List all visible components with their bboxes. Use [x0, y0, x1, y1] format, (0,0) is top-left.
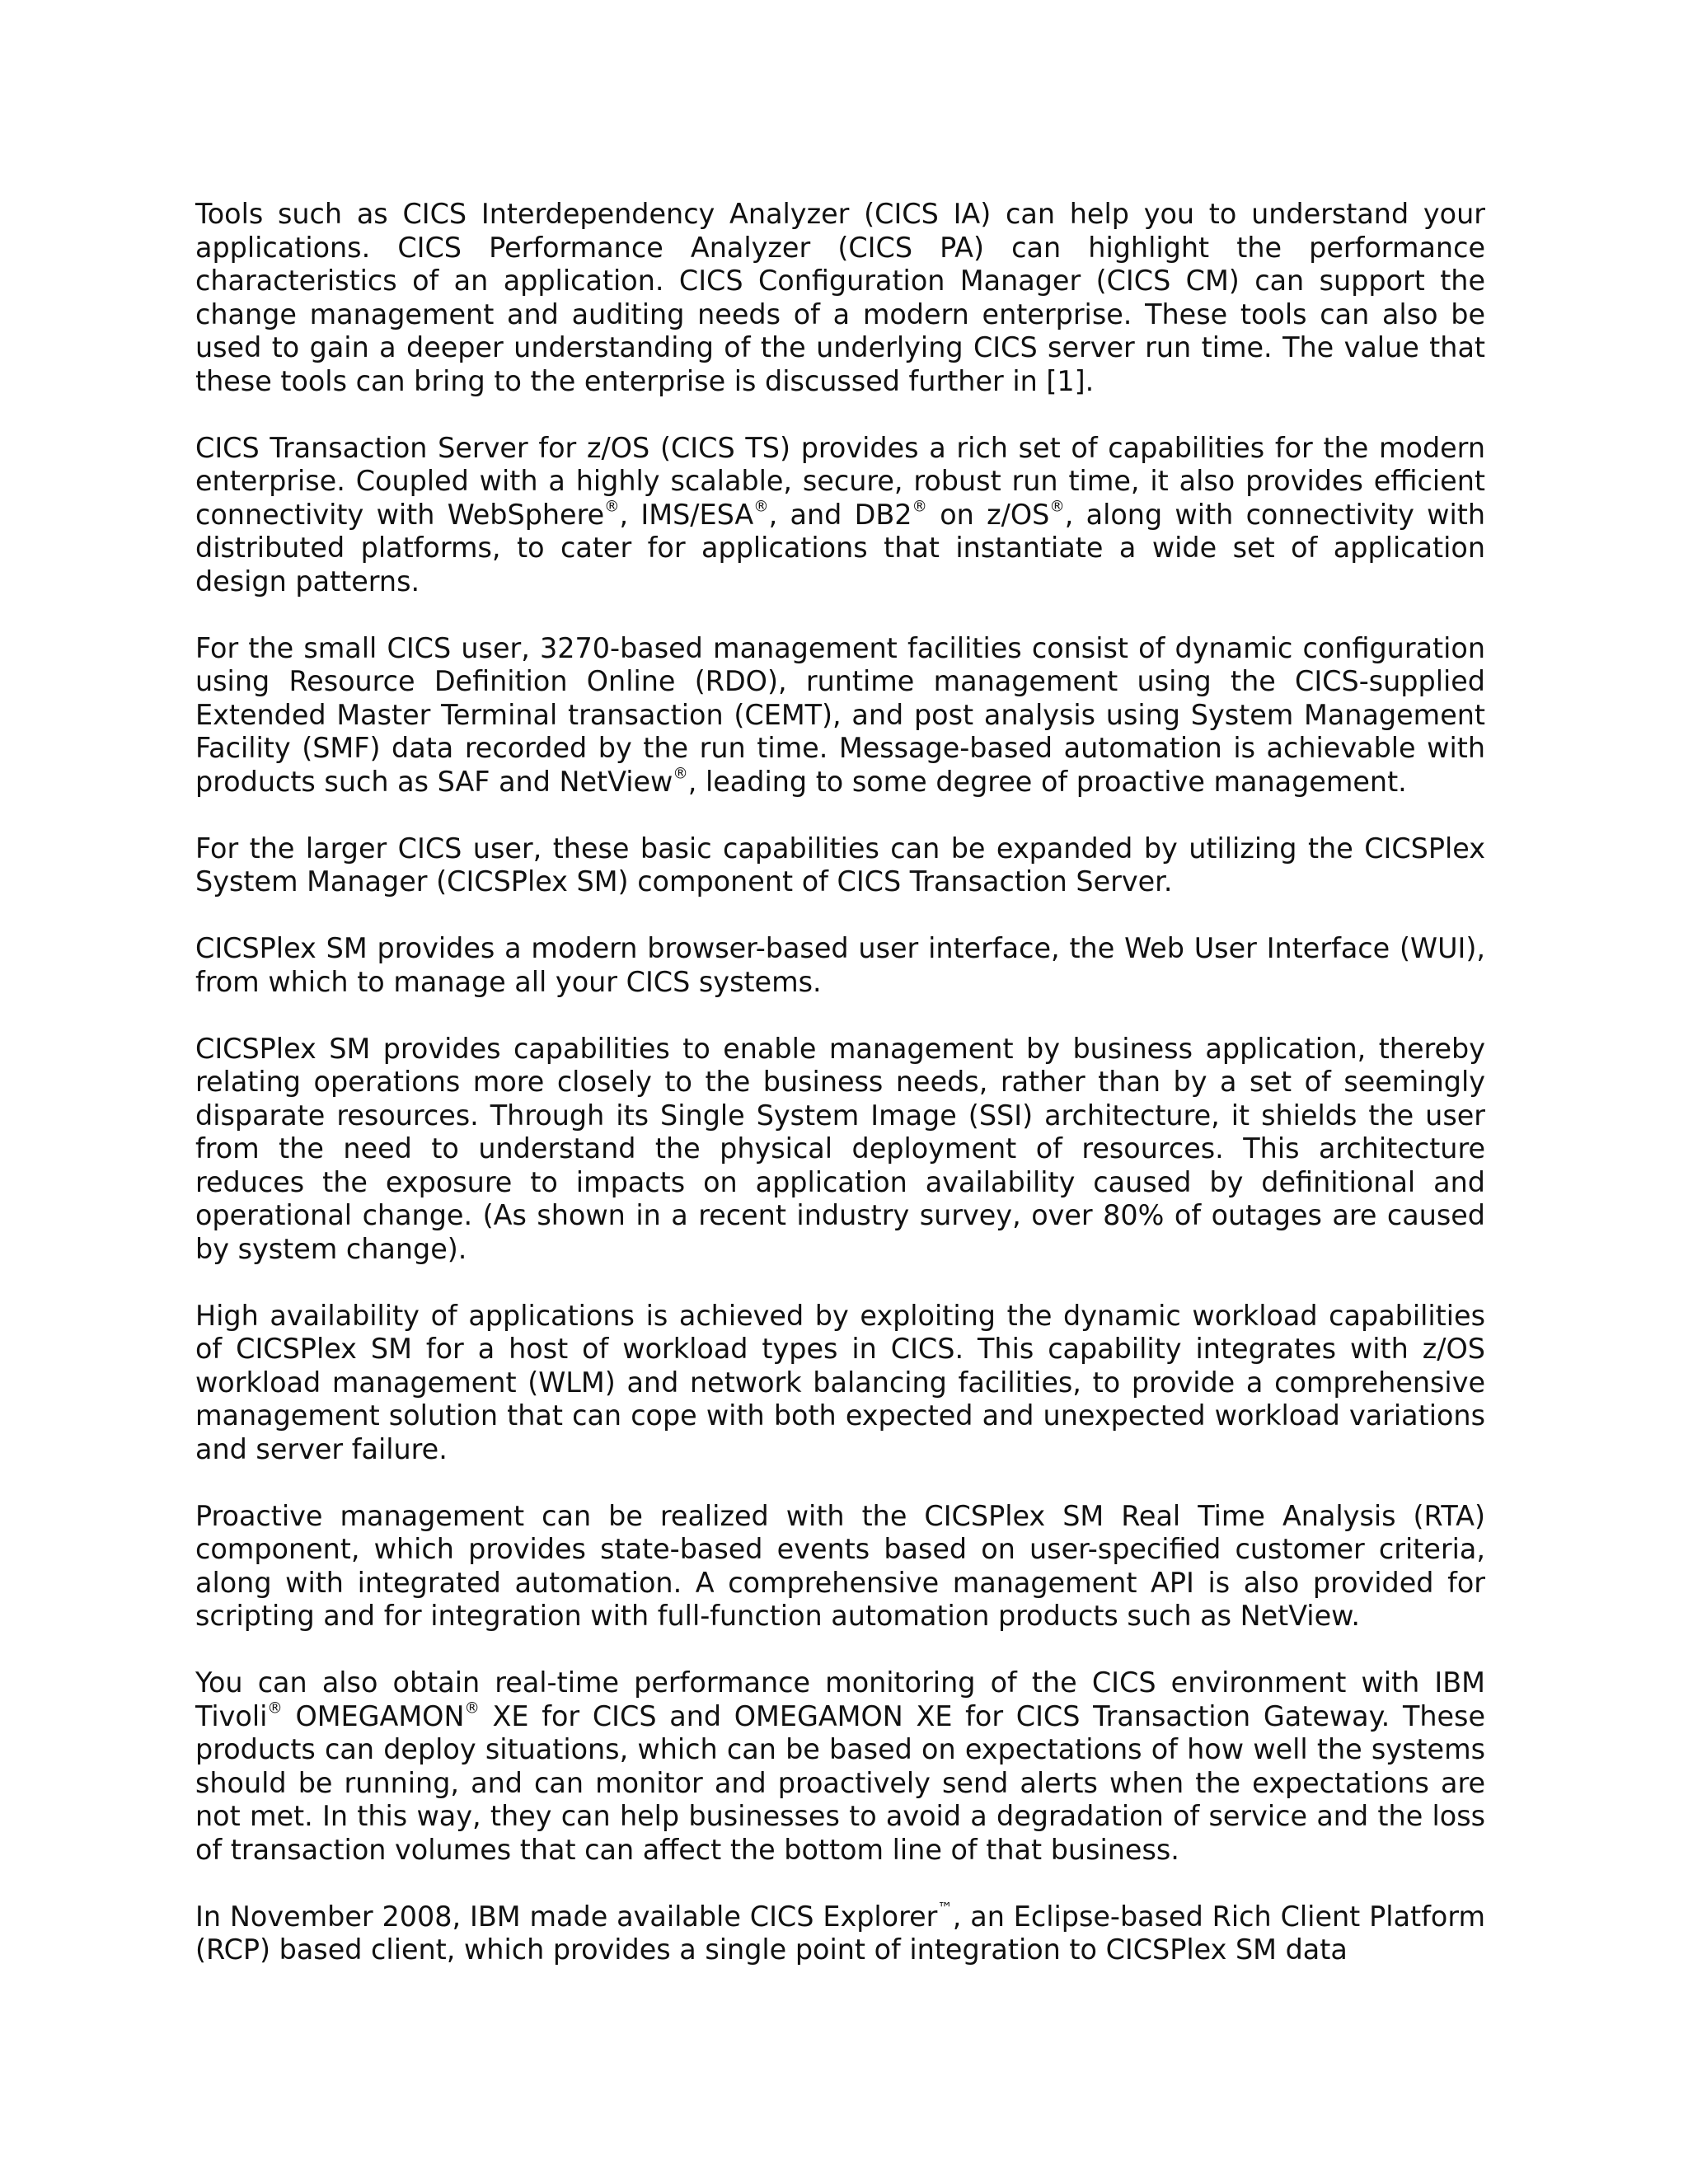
paragraph-omegamon	[195, 1666, 1485, 1867]
trademark-mark: ™	[937, 1899, 953, 1917]
text-run: In November 2008, IBM made available CICS Explorer	[195, 1900, 938, 1933]
registered-mark: ®	[1049, 497, 1065, 515]
text-run: CICSPlex SM provides capabilities to enable management by business application, thereby relating operations more closely to the business needs, rather than by a set of seemingly disparate resources. Through its Single System Image (SSI) architecture, it shields the user from the need to understand the physical deployment of resources. This architecture reduces the exposure to impacts on application availability caused by definitional and operational change. (As shown in a recent industry survey, over 80% of outages are caused by system change).	[195, 1032, 1485, 1265]
paragraph-small-user	[195, 632, 1485, 799]
text-run: You can also obtain real-time performance monitoring of the CICS environment with IBM Tivoli	[195, 1666, 1485, 1732]
paragraph-business-application	[195, 1033, 1485, 1267]
text-run: For the larger CICS user, these basic capabilities can be expanded by utilizing the CICSPlex System Manager (CICSPlex SM) component of CICS Transaction Server.	[195, 832, 1485, 898]
paragraph-larger-user	[195, 832, 1485, 899]
registered-mark: ®	[604, 497, 620, 515]
paragraph-cics-ts	[195, 432, 1485, 599]
text-run: , along with connectivity with distributed platforms, to cater for applications that instantiate a wide set of application design patterns.	[195, 498, 1485, 598]
registered-mark: ®	[464, 1699, 480, 1717]
text-run: High availability of applications is achieved by exploiting the dynamic workload capabilities of CICSPlex SM for a host of workload types in CICS. This capability integrates with z/OS workload management (WLM) and network balancing facilities, to provide a comprehensive management solution that can cope with both expected and unexpected workload variations and server failure.	[195, 1299, 1485, 1465]
registered-mark: ®	[267, 1699, 283, 1717]
text-run: CICS Transaction Server for z/OS (CICS TS) provides a rich set of capabilities for the modern enterprise. Coupled with a highly scalable, secure, robust run time, it also provides efficient connectivity with WebSphere	[195, 431, 1485, 531]
text-run: , leading to some degree of proactive management.	[687, 765, 1407, 798]
registered-mark: ®	[912, 497, 927, 515]
text-run: Tools such as CICS Interdependency Analyzer (CICS IA) can help you to understand your applications. CICS Performance Analyzer (CICS PA) can highlight the performance characteristics of an application. CICS Configuration Manager (CICS CM) can support the change management and auditing needs of a modern enterprise. These tools can also be used to gain a deeper understanding of the underlying CICS server run time. The value that these tools can bring to the enterprise is discussed further in [1].	[195, 198, 1485, 397]
paragraph-proactive-management	[195, 1500, 1485, 1633]
text-run: , and DB2	[768, 498, 912, 531]
document-body	[195, 198, 1485, 1967]
paragraph-wui	[195, 932, 1485, 999]
registered-mark: ®	[673, 764, 688, 782]
text-run: For the small CICS user, 3270-based management facilities consist of dynamic configuration using Resource Definition Online (RDO), runtime management using the CICS-supplied Extended Master Terminal transaction (CEMT), and post analysis using System Management Facility (SMF) data recorded by the run time. Message-based automation is achievable with products such as SAF and NetView	[195, 631, 1485, 798]
text-run: OMEGAMON	[282, 1699, 465, 1732]
paragraph-cics-explorer	[195, 1900, 1485, 1967]
text-run: CICSPlex SM provides a modern browser-based user interface, the Web User Interface (WUI), from which to manage all your CICS systems.	[195, 932, 1485, 998]
text-run: on z/OS	[926, 498, 1050, 531]
registered-mark: ®	[753, 497, 769, 515]
text-run: , IMS/ESA	[619, 498, 754, 531]
text-run: , an Eclipse-based Rich Client Platform (RCP) based client, which provides a single point of integration to CICSPlex SM data	[195, 1900, 1485, 1966]
paragraph-tools	[195, 198, 1485, 398]
text-run: Proactive management can be realized with the CICSPlex SM Real Time Analysis (RTA) component, which provides state-based events based on user-specified customer criteria, along with integrated automation. A comprehensive management API is also provided for scripting and for integration with full-function automation products such as NetView.	[195, 1499, 1485, 1632]
paragraph-high-availability	[195, 1300, 1485, 1467]
text-run: XE for CICS and OMEGAMON XE for CICS Transaction Gateway. These products can deploy situations, which can be based on expectations of how well the systems should be running, and can monitor and proactively send alerts when the expectations are not met. In this way, they can help businesses to avoid a degradation of service and the loss of transaction volumes that can affect the bottom line of that business.	[195, 1699, 1486, 1866]
